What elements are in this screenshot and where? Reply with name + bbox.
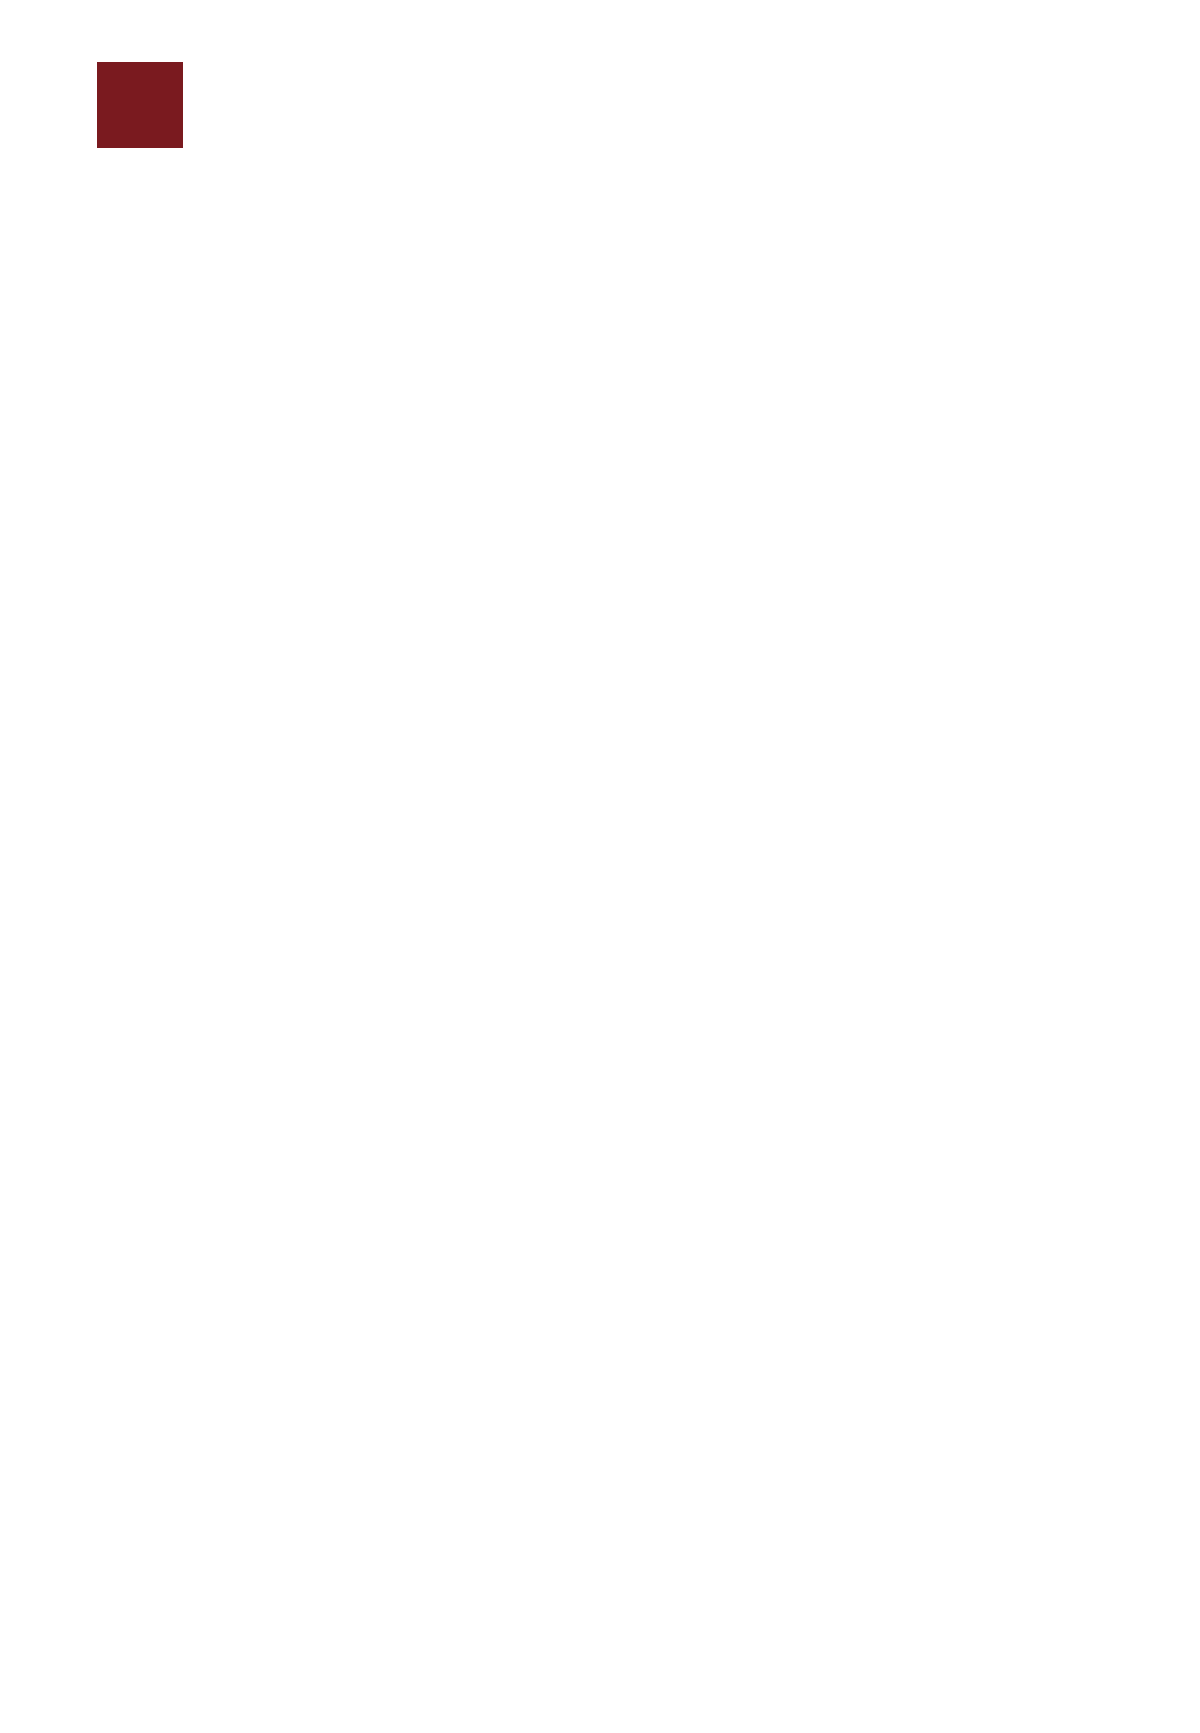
section-badge [97,62,183,148]
climate-column-background [580,212,897,1666]
